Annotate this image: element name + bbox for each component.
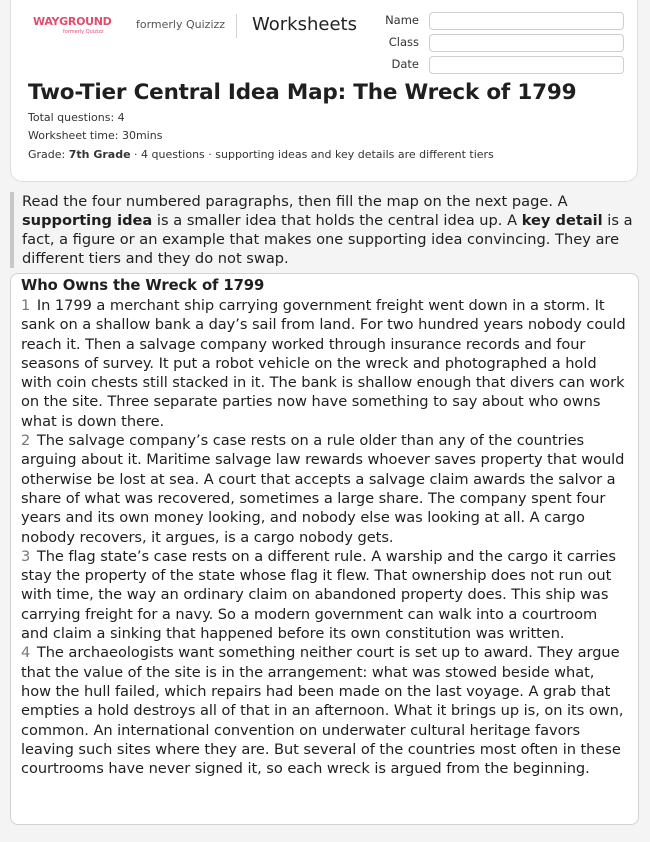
paragraph-text: The flag state’s case rests on a different rule. A warship and the cargo it carries stay the property of the state whose flag it flew. That ownership does not run out with time, the way an ordinary claim on abandoned property does. This ship was carrying freight for a navy. So a modern government can walk into a courtroom and claim a sinking that happened before its own constitution was written. <box>21 547 616 643</box>
paragraph-text: The salvage company’s case rests on a rule older than any of the countries arguing about it. Maritime salvage law rewards whoever saves property that would otherwise be lost at sea. A court that accepts a salvage claim awards the salvor a share of what was recovered, sometimes a large share. The company spent four years and its own money looking, and nobody else was looking at all. A cargo nobody recovers, it argues, is a cargo nobody gets. <box>21 432 625 546</box>
formerly-quizizz-label: formerly Quizizz <box>136 18 226 31</box>
paragraph-2 <box>21 431 628 547</box>
paragraph-number: 2 <box>21 432 31 450</box>
logo-wordmark: WAYGROUND <box>33 15 112 28</box>
name-label: Name <box>385 13 419 27</box>
wayground-logo <box>33 15 123 37</box>
logo-tagline: formerly Quizizz <box>63 29 104 35</box>
grade-suffix: · 4 questions · supporting ideas and key details are different tiers <box>130 148 494 161</box>
page-title: Two-Tier Central Idea Map: The Wreck of 1799 <box>28 80 577 105</box>
grade-info <box>28 148 494 161</box>
passage-card <box>10 273 639 825</box>
paragraph-4 <box>21 643 628 778</box>
paragraph-number: 4 <box>21 644 31 662</box>
class-label: Class <box>388 35 419 49</box>
term-key-detail: key detail <box>521 212 603 229</box>
worksheets-title: Worksheets <box>252 14 357 35</box>
name-field[interactable] <box>429 12 624 30</box>
term-supporting-idea: supporting idea <box>22 212 153 229</box>
grade-prefix: Grade: <box>28 148 69 161</box>
paragraph-number: 3 <box>21 547 31 565</box>
instructions-text-3: is a fact, a figure or an example that makes one supporting idea convincing. They are different tiers and they do not swap. <box>22 212 633 267</box>
instructions-text-1: Read the four numbered paragraphs, then fill the map on the next page. A <box>22 193 568 210</box>
paragraph-text: The archaeologists want something neither court is set up to award. They argue that the value of the site is in the arrangement: what was stowed beside what, how the hull failed, which repairs had been made on the last voyage. A grab that empties a hold destroys all of that in an afternoon. What it brings up is, on its own, common. An international convention on underwater cultural heritage favors leaving such sites where they are. But several of the countries most often in these courtrooms have never signed it, so each wreck is argued from the beginning. <box>21 644 624 778</box>
total-questions: Total questions: 4 <box>28 111 125 124</box>
paragraph-3 <box>21 547 628 643</box>
passage-title: Who Owns the Wreck of 1799 <box>21 277 265 294</box>
grade-value: 7th Grade <box>68 148 131 161</box>
worksheet-time: Worksheet time: 30mins <box>28 129 163 142</box>
paragraph-number: 1 <box>21 297 31 314</box>
date-label: Date <box>391 57 419 71</box>
header-divider <box>236 14 237 38</box>
date-field[interactable] <box>429 56 624 74</box>
instructions-text-2: is a smaller idea that holds the central idea up. A <box>152 212 522 229</box>
instructions-block <box>10 192 642 268</box>
paragraph-1 <box>21 296 628 431</box>
worksheet-header <box>10 0 638 182</box>
class-field[interactable] <box>429 34 624 52</box>
paragraph-text: In 1799 a merchant ship carrying government freight went down in a storm. It sank on a shallow bank a day’s sail from land. For two hundred years nobody could reach it. Then a salvage company worked through insurance records and four seasons of survey. It put a robot vehicle on the wreck and photographed a hold with coin chests still stacked in it. The bank is shallow enough that divers can work on the site. Three separate parties now have something to say about who owns what is down there. <box>21 297 626 430</box>
